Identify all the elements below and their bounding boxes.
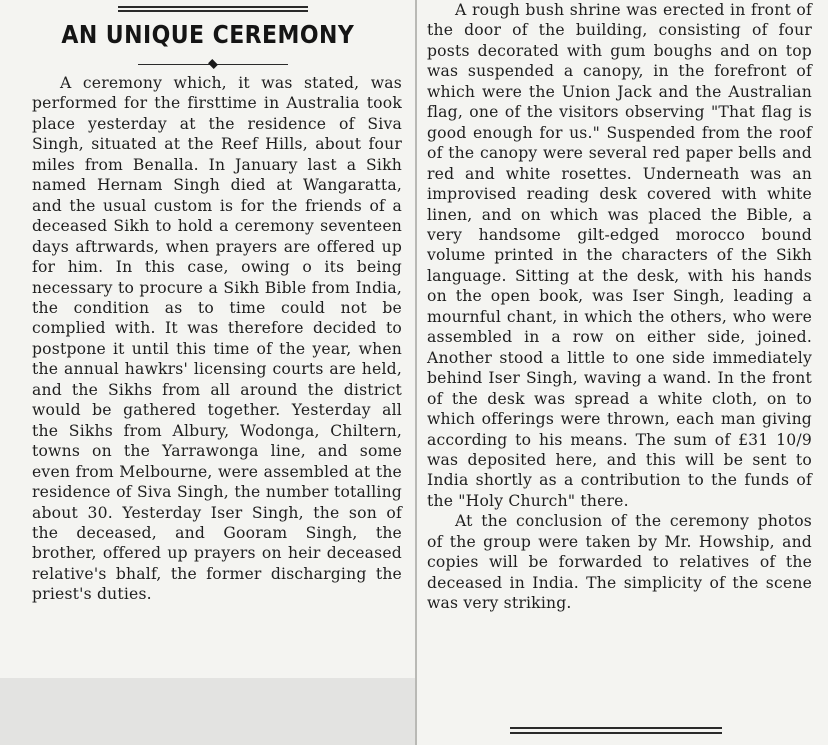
article-paragraph-conclusion: At the conclusion of the ceremony photos of the group were taken by Mr. Howship, and copies will be forwarded to relatives of the deceased in India. The simplicity of the scene was very striking.: [427, 512, 812, 613]
headline-rule-top-second: [118, 10, 308, 12]
article-headline: AN UNIQUE CEREMONY: [61, 20, 355, 49]
article-paragraph-shrine: A rough bush shrine was erected in front of the door of the building, consisting of four posts decorated with gum boughs and on top was suspended a canopy, in the forefront of which were the Union Jack and the Australian flag, one of the visitors observing "That flag is good enough for us." Suspended from the roof of the canopy were several red paper bells and red and white rosettes. Underneath was an improvised reading desk covered with white linen, and on which was placed the Bible, a very handsome gilt-edged morocco bound volume printed in the characters of the Sikh language. Sitting at the desk, with his hands on the open book, was Iser Singh, leading a mournful chant, in which the others, who were assembled in a row on either side, joined. Another stood a little to one side immediately behind Iser Singh, waving a wand. In the front of the desk was spread a white cloth, on to which offerings were thrown, each man giving according to his means. The sum of £31 10/9 was deposited here, and this will be sent to India shortly as a contribution to the funds of the "Holy Church" there.: [427, 1, 812, 510]
article-body-right-column: [427, 0, 812, 614]
end-rule-second: [510, 732, 722, 734]
headline-rule-top: [118, 6, 308, 8]
article-body-left-column: A ceremony which, it was stated, was performed for the firsttime in Australia took place yesterday at the residence of Siva Singh, situated at the Reef Hills, about four miles from Benalla. In January last a Sikh named Hernam Singh died at Wangaratta, and the usual custom is for the friends of a deceased Sikh to hold a ceremony seventeen days aftrwards, when prayers are offered up for him. In this case, owing o its being necessary to procure a Sikh Bible from India, the condition as to time could not be complied with. It was therefore decided to postpone it until this time of the year, when the annual hawkrs' licensing courts are held, and the Sikhs from all around the district would be gathered together. Yesterday all the Sikhs from Albury, Wodonga, Chiltern, towns on the Yarrawonga line, and some even from Melbourne, were assembled at the residence of Siva Singh, the number totalling about 30. Yesterday Iser Singh, the son of the deceased, and Gooram Singh, the brother, offered up prayers on heir deceased relative's bhalf, the former discharging the priest's duties.: [32, 74, 402, 604]
headline-ornament-divider: [138, 62, 288, 66]
end-rule: [510, 727, 722, 729]
